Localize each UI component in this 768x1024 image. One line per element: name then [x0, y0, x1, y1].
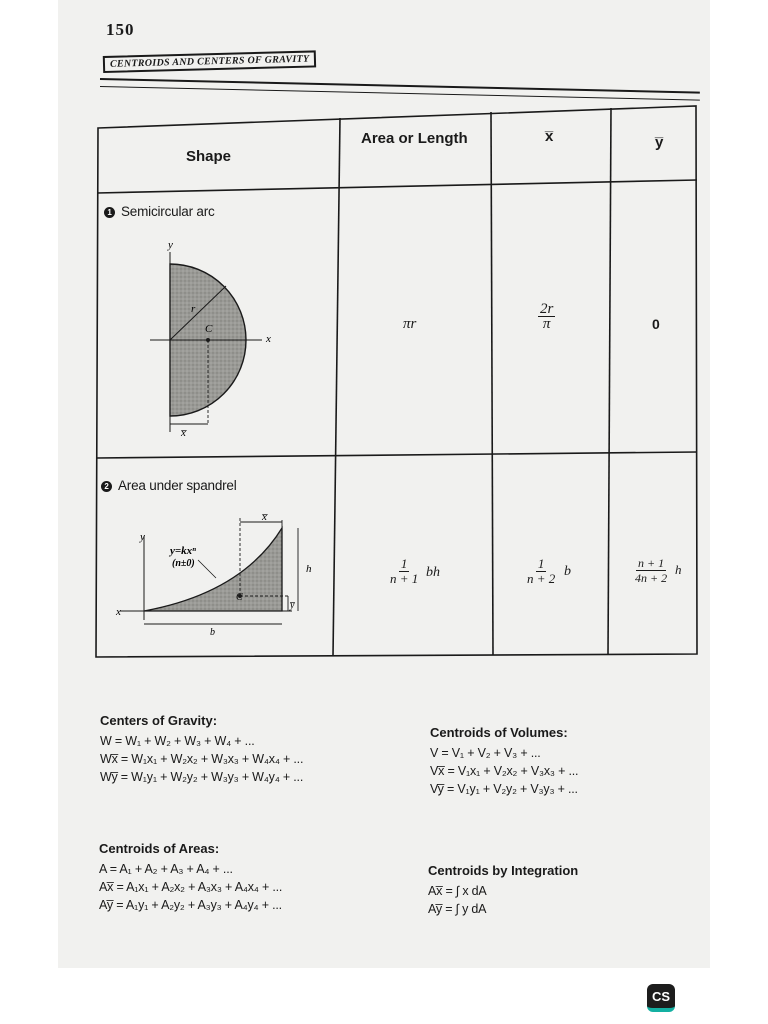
camscanner-logo: CS: [647, 984, 675, 1012]
centers-of-gravity-block: [100, 712, 303, 786]
fig1-centroid-label: C: [205, 323, 213, 335]
section-label: CENTROIDS AND CENTERS OF GRAVITY: [103, 50, 317, 73]
row2-y-bar-suffix: h: [675, 562, 682, 577]
row-label-area-under-spandrel: [101, 478, 237, 493]
row1-y-bar: 0: [652, 316, 660, 332]
spandrel-figure: [112, 508, 327, 643]
row1-x-bar-denominator: π: [542, 316, 551, 332]
formula-line: Wx̅ = W₁x₁ + W₂x₂ + W₃x₃ + W₄x₄ + ...: [100, 752, 304, 766]
header-shape: Shape: [186, 148, 232, 165]
centroids-of-volumes-title: Centroids of Volumes:: [430, 725, 568, 740]
row2-area-fraction: [388, 557, 420, 586]
formula-line: V = V₁ + V₂ + V₃ + ...: [430, 746, 541, 760]
fig2-equation-label: y=kxⁿ: [170, 545, 196, 557]
row1-x-bar-fraction: [538, 302, 555, 331]
semicircular-arc-figure: [140, 236, 290, 446]
row2-y-bar-denominator: 4n + 2: [635, 571, 668, 585]
formula-line: Vx̅ = V₁x₁ + V₂x₂ + V₃x₃ + ...: [430, 764, 579, 778]
row-label-semicircular-arc: [104, 204, 215, 219]
fig2-y-axis-label: y: [140, 531, 145, 543]
row2-area-suffix: bh: [426, 565, 440, 580]
formula-line: A = A₁ + A₂ + A₃ + A₄ + ...: [99, 862, 233, 876]
row-bullet: 2: [101, 481, 112, 492]
fig1-x-dim-label: x̅: [181, 427, 186, 439]
row-label-text: Area under spandrel: [118, 478, 237, 493]
header-area-or-length: Area or Length: [361, 130, 468, 147]
formula-line: W = W₁ + W₂ + W₃ + W₄ + ...: [100, 734, 255, 748]
centroids-of-areas-block: [99, 840, 282, 914]
row2-x-bar-fraction: [525, 557, 557, 586]
centroids-by-integration-block: [428, 862, 578, 918]
formula-line: Ax̅ = A₁x₁ + A₂x₂ + A₃x₃ + A₄x₄ + ...: [99, 880, 283, 894]
row-bullet: 1: [104, 207, 115, 218]
header-x-bar: x̅: [545, 128, 554, 145]
centroids-of-volumes-block: [430, 724, 578, 798]
formula-line: Ax̅ = ∫ x dA: [428, 884, 487, 898]
row2-y-bar-fraction: [633, 556, 669, 585]
fig2-y-dim-label: y̅: [290, 600, 295, 611]
header-y-bar: y̅: [655, 134, 664, 151]
row2-x-bar-denominator: n + 2: [527, 571, 556, 586]
centroids-by-integration-title: Centroids by Integration: [428, 863, 579, 878]
formula-line: Wy̅ = W₁y₁ + W₂y₂ + W₃y₃ + W₄y₄ + ...: [100, 770, 304, 784]
row1-area-or-length: πr: [403, 316, 417, 332]
fig2-centroid-label: C: [236, 592, 243, 603]
fig1-y-axis-label: y: [168, 239, 173, 251]
fig1-x-axis-label: x: [266, 333, 271, 345]
fig2-base-label: b: [210, 627, 215, 638]
row1-x-bar-numerator: 2r: [540, 301, 554, 317]
formula-line: Ay̅ = A₁y₁ + A₂y₂ + A₃y₃ + A₄y₄ + ...: [99, 898, 282, 912]
fig2-condition-label: (n±0): [172, 558, 195, 569]
centers-of-gravity-title: Centers of Gravity:: [100, 713, 218, 728]
row2-area-numerator: 1: [400, 556, 408, 571]
fig2-x-dim-label: x̅: [262, 511, 267, 523]
row2-x-bar-suffix: b: [564, 564, 571, 579]
row-label-text: Semicircular arc: [121, 204, 215, 219]
page-number: 150: [106, 20, 135, 39]
formula-line: Ay̅ = ∫ y dA: [428, 902, 487, 916]
row2-y-bar-numerator: n + 1: [638, 556, 665, 570]
formula-line: Vy̅ = V₁y₁ + V₂y₂ + V₃y₃ + ...: [430, 782, 578, 796]
fig2-height-label: h: [306, 563, 312, 575]
fig2-x-axis-label: x: [116, 606, 121, 618]
centroids-of-areas-title: Centroids of Areas:: [99, 841, 220, 856]
row2-x-bar-numerator: 1: [537, 556, 545, 571]
row2-area-denominator: n + 1: [390, 571, 419, 586]
fig1-radius-label: r: [191, 303, 196, 315]
